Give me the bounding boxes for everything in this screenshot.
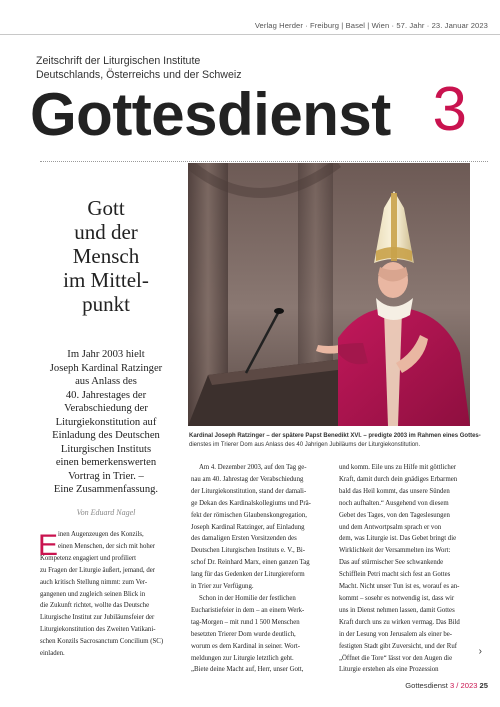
body-line: schen Konzils Sacrosanctum Concilium (SC) <box>40 638 164 646</box>
footer-magazine: Gottesdienst <box>405 681 448 690</box>
body-line: Kraft, damit durch dein gnädiges Erbarmen <box>339 475 458 483</box>
caption-line: Kardinal Joseph Ratzinger – der spätere Papst Benedikt XVI. – predigte 2003 im Rahmen eines Gottes- <box>189 433 481 439</box>
caption-line: dienstes im Trierer Dom aus Anlass des 40 Jahrigen Jubiläums der Liturgiekonstitution. <box>189 441 421 448</box>
headline-line: punkt <box>82 292 130 316</box>
article-author: Von Eduard Nagel <box>76 508 136 517</box>
body-line: fekt der römischen Glaubenskongregation, <box>191 511 307 519</box>
article-photo <box>188 163 470 426</box>
article-lead <box>40 348 172 497</box>
body-line: Schon in der Homilie der festlichen <box>199 594 296 602</box>
subtitle-line: Deutschlands, Österreichs und der Schweiz <box>36 69 242 81</box>
body-line: und dem Antwortpsalm sprach er von <box>339 523 442 531</box>
lead-line: einen bemerkenswerten <box>55 457 157 468</box>
headline-line: im Mittel- <box>63 268 149 292</box>
lead-line: aus Anlass des <box>75 376 137 387</box>
headline-line: Gott <box>87 196 125 220</box>
issue-number: 3 <box>432 75 467 144</box>
lead-line: Im Jahr 2003 hielt <box>67 349 145 360</box>
body-line: auch kritisch Stellung nimmt: zum Ver- <box>40 578 148 586</box>
body-line: besetzten Trierer Dom wurde deutlich, <box>191 630 296 638</box>
page-number: 25 <box>479 681 488 690</box>
body-column-2 <box>191 462 328 676</box>
body-line: und komm. Eile uns zu Hilfe mit göttlicher <box>339 464 457 471</box>
drop-cap: E <box>38 529 59 562</box>
body-line: „Biete deine Macht auf, Herr, unser Gott, <box>191 666 304 674</box>
body-line: uns in Dienst nehmen lassen, damit Gottes <box>339 606 455 614</box>
body-line: Kompetenz engagiert und profiliert <box>40 554 137 562</box>
body-line: des damaligen Ersten Vorsitzenden des <box>191 535 297 543</box>
body-line: tag-Morgen – mit rund 1 500 Menschen <box>191 618 300 626</box>
body-line: Am 4. Dezember 2003, auf den Tag ge- <box>199 464 307 471</box>
headline-line: Mensch <box>72 244 140 268</box>
body-line: zu Fragen der Liturgie äußert, jemand, der <box>40 566 155 574</box>
body-line: festigten Stadt gibt Zuversicht, und der Ruf <box>339 642 457 650</box>
body-line: in Trier zur Verfügung. <box>191 583 254 591</box>
lead-line: Verabschiedung der <box>64 403 148 414</box>
lead-line: Joseph Kardinal Ratzinger <box>49 362 163 374</box>
body-line: Liturgische Institut zur Jubiläumsfeier der <box>40 614 155 622</box>
dotted-divider <box>40 161 488 162</box>
page-footer <box>405 681 488 690</box>
body-line: schof Dr. Reinhard Marx, einen ganzen Tag <box>191 559 310 567</box>
body-column-1 <box>40 529 178 660</box>
body-line: Deutschen Liturgischen Instituts e. V., Bi- <box>191 547 306 555</box>
body-line: „Öffnet die Tore“ lässt vor den Augen die <box>339 654 453 662</box>
body-line: in der Lesung von Jerusalem als einer be- <box>339 630 453 638</box>
lead-line: Vortrag in Trier. – <box>68 470 144 482</box>
masthead-title: Gottesdienst <box>30 81 391 148</box>
continue-arrow-icon: › <box>478 646 482 657</box>
body-line: der Liturgiekonstitution, stand der damali- <box>191 487 307 495</box>
lead-line: Liturgischen Instituts <box>60 443 152 455</box>
body-line: Gebet des Tages, von den Tageslesungen <box>339 511 450 519</box>
body-line: ge Dekan des Kardinalskollegiums und Prä- <box>191 499 311 507</box>
headline-line: und der <box>74 220 138 244</box>
body-line: die Zukunft richtet, wollte das Deutsche <box>40 602 150 610</box>
body-line: Liturgie erstehen als eine Prozession <box>339 666 439 674</box>
body-line: einladen. <box>40 650 65 658</box>
body-line: gangenen und zugleich seinen Blick in <box>40 590 146 598</box>
body-line: nau am 40. Jahrestag der Verabschiedung <box>191 475 304 483</box>
body-line: einen Menschen, der sich mit hoher <box>58 542 156 550</box>
body-line: Macht. Nicht unser Tun ist es, worauf es an- <box>339 583 460 591</box>
masthead-subtitle <box>36 54 242 82</box>
body-line: Joseph Kardinal Ratzinger, auf Einladung <box>191 523 305 531</box>
photo-caption <box>189 432 481 449</box>
body-line: dem, was Liturgie ist. Das Gebet bringt die <box>339 535 457 543</box>
body-line: Schifflein Petri macht sich fest an Gottes <box>339 571 451 579</box>
body-line: Wirklichkeit der Versammelten ins Wort: <box>339 547 451 555</box>
article-headline <box>40 196 172 316</box>
lead-line: 40. Jahrestages der <box>65 389 147 401</box>
body-line: Das auf stürmischer See schwankende <box>339 559 444 567</box>
footer-issue: 3 / 2023 <box>449 681 478 690</box>
subtitle-line: Zeitschrift der Liturgischen Institute <box>36 55 201 67</box>
publication-meta: Verlag Herder · Freiburg | Basel | Wien · 57. Jahr · 23. Januar 2023 <box>254 21 488 30</box>
body-line: Kraft durch uns zu wirken vermag. Das Bild <box>339 618 460 626</box>
lead-line: Eine Zusammenfassung. <box>53 484 159 495</box>
body-line: worum es dem Kardinal in seiner. Wort- <box>191 642 300 650</box>
body-line: Eucharistiefeier in dem – an einem Werk- <box>191 606 305 614</box>
body-line: noch aufhalten.“ Ausgehend von diesem <box>339 499 449 507</box>
body-line: kommt – sosehr es notwendig ist, dass wir <box>339 594 455 602</box>
body-column-3 <box>339 462 477 676</box>
body-line: inen Augenzeugen des Konzils, <box>58 531 144 538</box>
body-line: Liturgiekonstitution des Zweiten Vatikani- <box>40 626 156 634</box>
body-line: meldungen zur Liturgie letztlich geht. <box>191 654 294 662</box>
lead-line: Liturgiekonstitution auf <box>55 416 157 428</box>
lead-line: Einladung des Deutschen <box>52 430 160 441</box>
body-line: bald das Heil kommt, das unsere Sünden <box>339 487 450 495</box>
body-line: lang für das Gedenken der Liturgiereform <box>191 571 305 579</box>
